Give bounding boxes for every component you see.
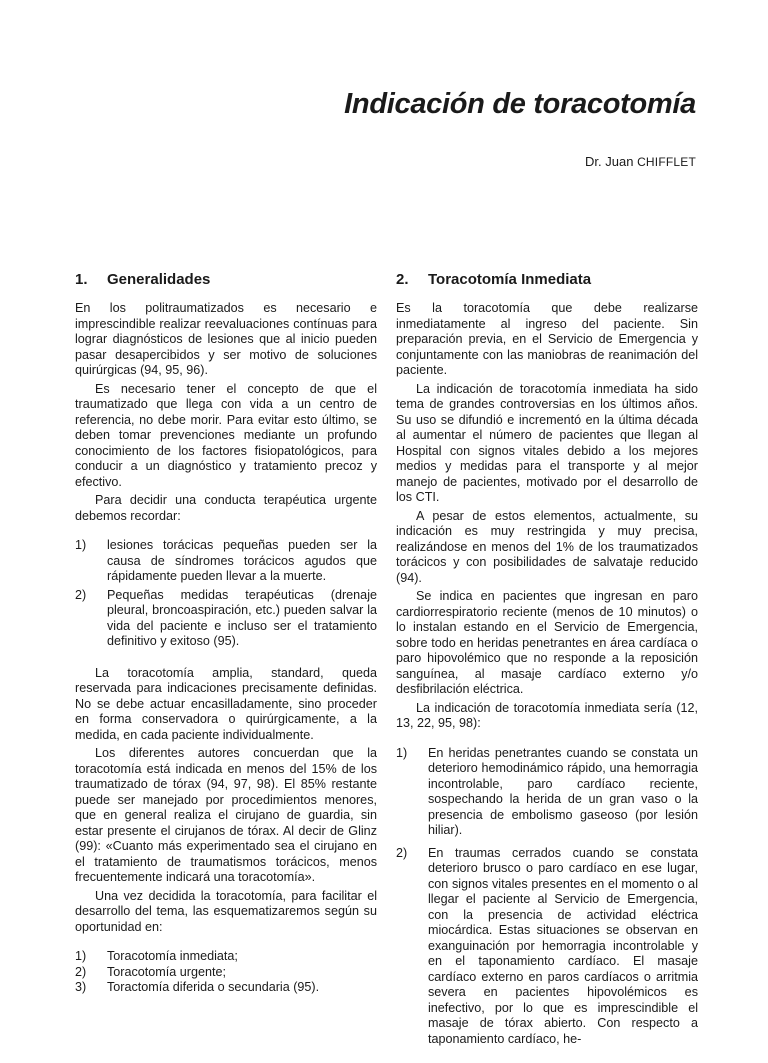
author-surname: CHIFFLET bbox=[637, 155, 696, 169]
list-text: lesiones torácicas pequeñas pueden ser la causa de síndromes torácicos agudos que rápidamente pueden llevar a la muerte. bbox=[107, 538, 377, 583]
section-number: 1. bbox=[75, 271, 88, 288]
list-number: 1) bbox=[75, 538, 87, 552]
list-item bbox=[75, 588, 377, 650]
section-title: Toracotomía Inmediata bbox=[428, 271, 592, 288]
list-item bbox=[396, 846, 698, 1048]
paragraph: La indicación de toracotomía inmediata sería (12, 13, 22, 95, 98): bbox=[396, 700, 698, 730]
author-first-name: Dr. Juan bbox=[585, 154, 638, 169]
paragraph: Una vez decidida la toracotomía, para facilitar el desarrollo del tema, las esquematizaremos según su oportunidad en: bbox=[75, 888, 377, 934]
paragraph: La toracotomía amplia, standard, queda reservada para indicaciones precisamente definidas. No se debe actuar encasilladamente, sino proceder en forma conservadora o quirúrgicamente, a la medida, en cada paciente individualmente. bbox=[75, 665, 377, 742]
paragraph: Es la toracotomía que debe realizarse inmediatamente al ingreso del paciente. Sin preparación previa, en el Servicio de Emergencia y conjuntamente con las maniobras de reanimación del paciente. bbox=[396, 301, 698, 377]
paragraph: La indicación de toracotomía inmediata ha sido tema de grandes controversias en los últimos años. Su uso se difundió e incrementó en la última década al aumentar el número de pacientes que llegan al Hospital con signos vitales debido a los mejores medios y medidas para el transporte y al mejor manejo de pacientes, motivado por el desarrollo de los CTI. bbox=[396, 381, 698, 504]
list-text: Toractomía diferida o secundaria (95). bbox=[107, 980, 320, 994]
list-item bbox=[75, 538, 377, 585]
paragraph: Es necesario tener el concepto de que el traumatizado que llega con vida a un centro de referencia, no debe morir. Para evitar esto último, se deben tomar prevenciones mediante un profundo conocimiento de los factores fisiopatológicos, para conducir a un diagnóstico y tratamiento precoz y efectivo. bbox=[75, 381, 377, 489]
list-number: 3) bbox=[75, 980, 87, 994]
paragraph: Los diferentes autores concuerdan que la toracotomía está indicada en menos del 15% de los traumatizado de tórax (94, 97, 98). El 85% restante puede ser manejado por procedimientos menores, que en general realiza el cirujano de guardia, sin estar presente el cirujanos de tórax. Al decir de Glinz (99): «Cuanto más experimentado sea el cirujano en el tratamiento de traumatismos torácicos, menos frecuentemente indicará una toracotomía». bbox=[75, 746, 377, 884]
list-text: Toracotomía inmediata; bbox=[107, 949, 238, 963]
right-column bbox=[396, 270, 698, 1063]
numbered-list bbox=[75, 949, 377, 996]
author-line bbox=[585, 154, 696, 169]
list-text: Pequeñas medidas terapéuticas (drenaje pleural, broncoaspiración, etc.) pueden salvar la vida del paciente e incluso ser el tratamiento definitivo y exitoso (95). bbox=[107, 587, 377, 648]
section-title: Generalidades bbox=[107, 271, 211, 288]
list-item bbox=[75, 980, 377, 996]
paragraph: En los politraumatizados es necesario e imprescindible realizar reevaluaciones contínuas para lograr diagnósticos de lesiones que al inicio pueden pasar desapercibidos y ser motivo de soluciones quirúrgicas (94, 95, 96). bbox=[75, 301, 377, 377]
numbered-list bbox=[396, 746, 698, 1048]
left-column bbox=[75, 270, 377, 1012]
section-number: 2. bbox=[396, 271, 409, 288]
section-heading-generalidades bbox=[75, 270, 377, 290]
list-item bbox=[75, 949, 377, 965]
list-text: En heridas penetrantes cuando se constata un deterioro hemodinámico rápido, una hemorragia incontrolable, paro cardíaco reciente, sospechando la herida de un gran vaso o la presencia de embolismo gaseoso (por lesión hiliar). bbox=[428, 745, 698, 837]
list-text: En traumas cerrados cuando se constata deterioro brusco o paro cardíaco en ese lugar, con signos vitales presentes en el momento o al llegar el paciente al Servicio de Emergencia, con la presencia de actividad eléctrica miocárdica. Estas situaciones se observan en exanguinación por hemorragia incontrolable y en el taponamiento cardíaco. El masaje cardíaco externo en paros cardíacos o arritmia severa en pacientes hipovolémicos es inefectivo, por lo que es imprescindible el masaje de tórax abierto. Con respecto a taponamiento cardíaco, he- bbox=[428, 845, 698, 1046]
list-item bbox=[396, 746, 698, 839]
section-heading-toracotomia-inmediata bbox=[396, 270, 698, 290]
list-item bbox=[75, 965, 377, 981]
numbered-list bbox=[75, 538, 377, 650]
list-number: 2) bbox=[75, 587, 87, 602]
list-number: 2) bbox=[75, 964, 87, 979]
paragraph: Para decidir una conducta terapéutica urgente debemos recordar: bbox=[75, 493, 377, 523]
paragraph: Se indica en pacientes que ingresan en paro cardiorrespiratorio reciente (menos de 10 minutos) o lo instalan estando en el Servicio de Emergencia, sobre todo en heridas penetrantes en área cardíaca o paro hipovolémico que no responde a la reposición sanguínea, al masaje cardíaco externo y/o desfibrilación eléctrica. bbox=[396, 589, 698, 696]
article-title: Indicación de toracotomía bbox=[344, 88, 696, 120]
list-text: Toracotomía urgente; bbox=[107, 964, 227, 979]
list-number: 1) bbox=[396, 745, 408, 760]
paragraph: A pesar de estos elementos, actualmente, su indicación es muy restringida y muy precisa, realizándose en menos del 1% de los traumatizados torácicos y con posibilidades de salvataje reducido (94). bbox=[396, 508, 698, 585]
list-number: 2) bbox=[396, 845, 408, 860]
list-number: 1) bbox=[75, 949, 87, 963]
